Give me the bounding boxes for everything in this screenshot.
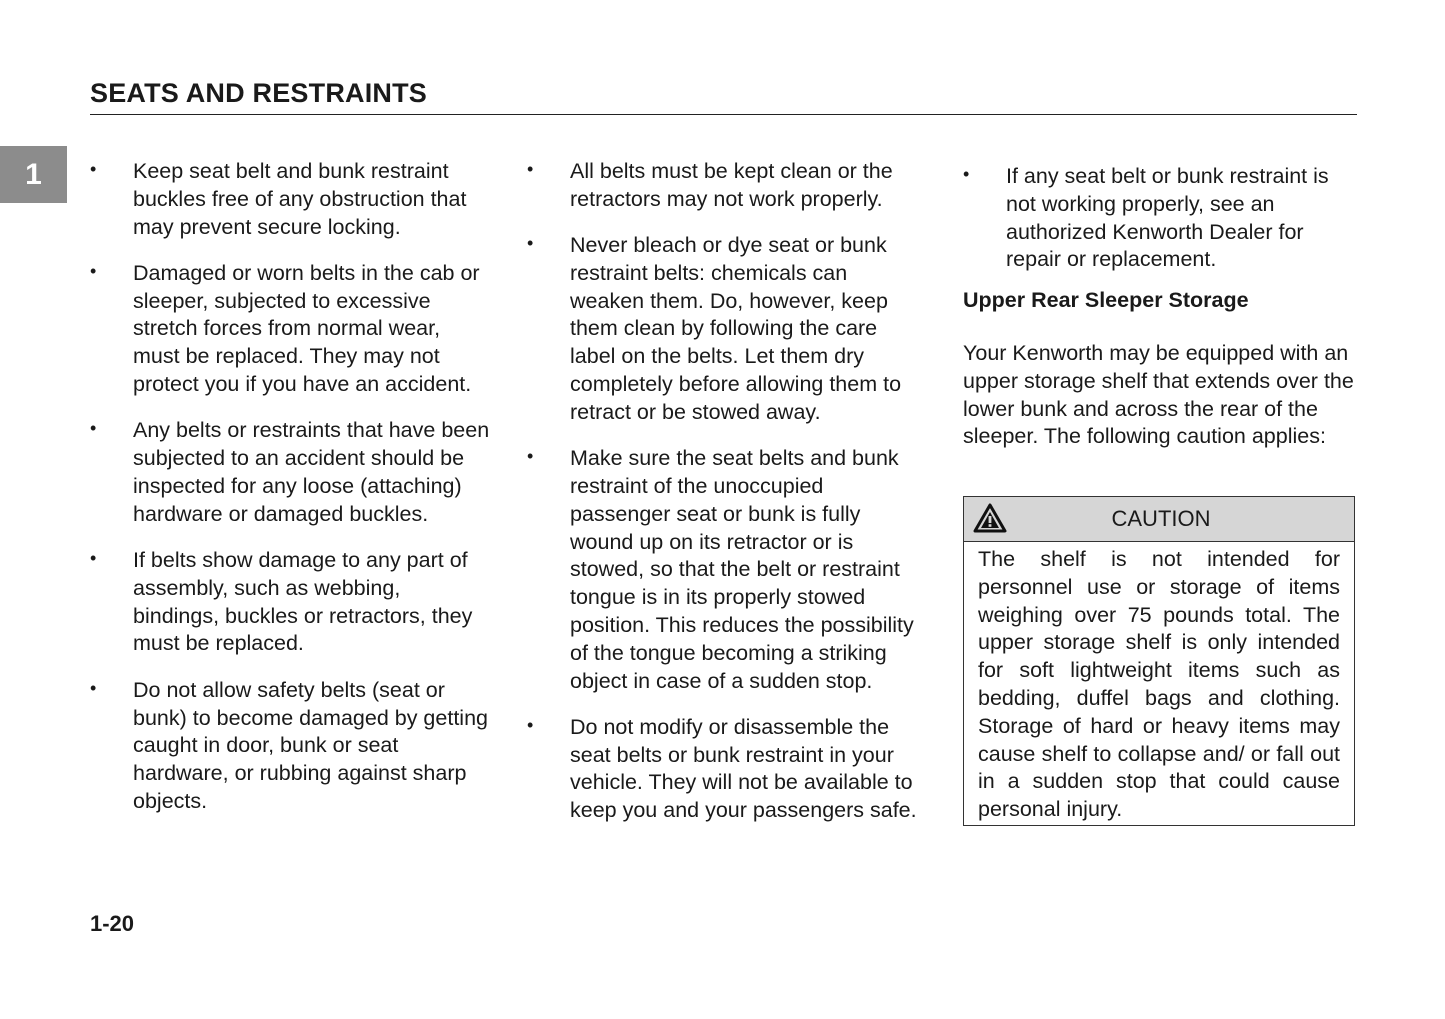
list-item-text: If belts show damage to any part of assembly, such as webbing, bindings, buckles or retractors, they must be replaced. [133,548,473,656]
list-item [527,714,927,825]
list-item [963,163,1358,274]
list-item-text: Keep seat belt and bunk restraint buckles free of any obstruction that may prevent secure locking. [133,159,467,239]
caution-title: CAUTION [1111,506,1211,531]
list-item-text: Damaged or worn belts in the cab or sleeper, subjected to excessive stretch forces from normal wear, must be replaced. They may not protect you if you have an accident. [133,260,480,397]
caution-header [964,497,1354,542]
bullet-icon: • [527,714,534,735]
title-divider [90,114,1357,115]
bullet-icon: • [527,159,534,179]
bullet-icon: • [90,260,97,281]
caution-box [963,496,1355,826]
list-item [90,260,490,399]
column-3-list [963,163,1358,293]
chapter-tab: 1 [0,146,67,203]
list-item-text: All belts must be kept clean or the retractors may not work properly. [570,159,893,211]
column-2-list [527,158,927,844]
page-title: SEATS AND RESTRAINTS [90,78,428,108]
bullet-icon: • [527,233,534,254]
section-heading: Upper Rear Sleeper Storage [963,288,1249,312]
bullet-icon: • [527,446,534,467]
list-item-text: Do not modify or disassemble the seat belts or bunk restraint in your vehicle. They will not be available to keep you and your passengers safe. [570,714,917,823]
list-item [90,417,490,528]
list-item-text: Make sure the seat belts and bunk restraint of the unoccupied passenger seat or bunk is fully wound up on its retractor or is stowed, so that the belt or restraint tongue is in its properly stowed position. This reduces the possibility of the tongue becoming a striking object in case of a sudden stop. [570,446,914,693]
warning-triangle-icon [973,503,1007,533]
caution-text: The shelf is not intended for personnel use or storage of items weighing over 75 pounds total. The upper storage shelf is only intended for soft lightweight items such as bedding, duffel bags and clothing. Storage of hard or heavy items may cause shelf to collapse and/ or fall out in a sudden stop that could cause personal injury. [978,547,1340,822]
bullet-icon: • [90,677,97,698]
column-1-list [90,158,490,834]
section-paragraph: Your Kenworth may be equipped with an upper storage shelf that extends over the lower bunk and across the rear of the sleeper. The following caution applies: [963,341,1354,449]
list-item [527,158,927,214]
page-number: 1-20 [90,911,135,936]
list-item [527,232,927,427]
list-item [90,547,490,658]
list-item-text: Never bleach or dye seat or bunk restraint belts: chemicals can weaken them. Do, however, keep them clean by following the care label on the belts. Let them dry completely before allowing them to retract or be stowed away. [570,233,902,424]
list-item-text: If any seat belt or bunk restraint is not working properly, see an authorized Kenworth Dealer for repair or replacement. [1006,164,1329,272]
list-item-text: Do not allow safety belts (seat or bunk) to become damaged by getting caught in door, bunk or seat hardware, or rubbing against sharp objects. [133,677,488,813]
bullet-icon: • [90,418,97,439]
list-item [527,445,927,695]
list-item [90,677,490,816]
bullet-icon: • [963,164,970,184]
bullet-icon: • [90,159,97,179]
bullet-icon: • [90,548,97,569]
list-item-text: Any belts or restraints that have been subjected to an accident should be inspected for any loose (attaching) hardware or damaged buckles. [133,418,490,526]
list-item [90,158,490,241]
